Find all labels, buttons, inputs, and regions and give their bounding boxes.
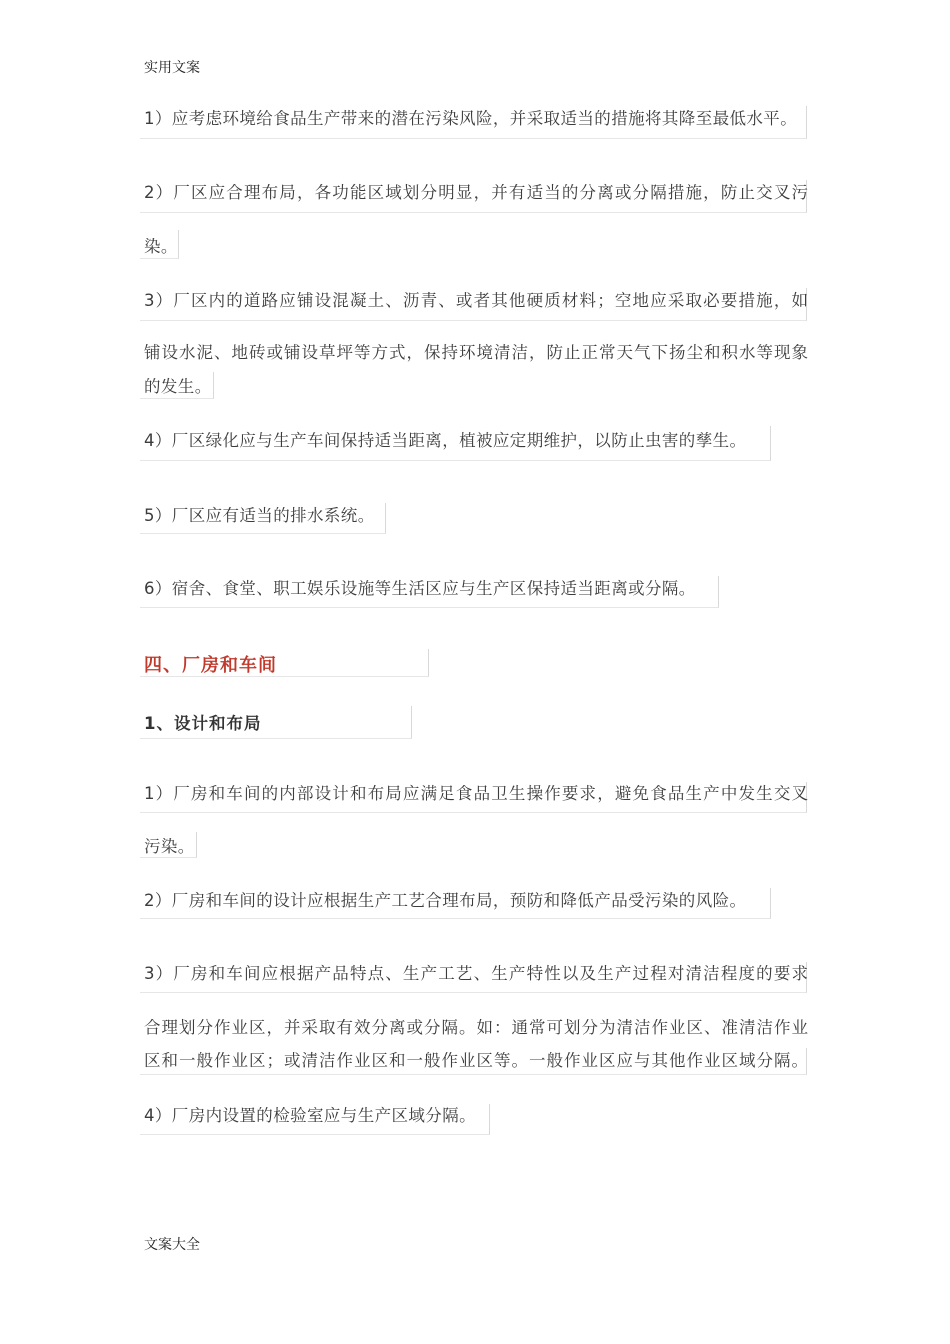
paragraph-line: 3）厂区内的道路应铺设混凝土、沥青、或者其他硬质材料；空地应采取必要措施，如 <box>144 291 808 310</box>
paragraph-line: 5）厂区应有适当的排水系统。 <box>144 506 375 525</box>
page-header: 实用文案 <box>144 60 200 76</box>
paragraph-line: 4）厂房内设置的检验室应与生产区域分隔。 <box>144 1106 476 1125</box>
paragraph-line: 的发生。 <box>144 377 212 396</box>
paragraph-line: 污染。 <box>144 837 195 856</box>
section-heading: 四、厂房和车间 <box>144 655 277 676</box>
paragraph-line: 铺设水泥、地砖或铺设草坪等方式，保持环境清洁，防止正常天气下扬尘和积水等现象 <box>144 343 808 362</box>
paragraph-line: 2）厂区应合理布局，各功能区域划分明显，并有适当的分离或分隔措施，防止交叉污 <box>144 183 808 202</box>
paragraph-line: 1）厂房和车间的内部设计和布局应满足食品卫生操作要求，避免食品生产中发生交叉 <box>144 784 808 803</box>
paragraph-line: 区和一般作业区；或清洁作业区和一般作业区等。一般作业区应与其他作业区域分隔。 <box>144 1051 808 1070</box>
paragraph-line: 合理划分作业区，并采取有效分离或分隔。如：通常可划分为清洁作业区、准清洁作业 <box>144 1018 808 1037</box>
paragraph-line: 1）应考虑环境给食品生产带来的潜在污染风险，并采取适当的措施将其降至最低水平。 <box>144 109 798 128</box>
page-footer: 文案大全 <box>144 1237 200 1253</box>
paragraph-line: 4）厂区绿化应与生产车间保持适当距离，植被应定期维护，以防止虫害的孳生。 <box>144 431 747 450</box>
paragraph-line: 6）宿舍、食堂、职工娱乐设施等生活区应与生产区保持适当距离或分隔。 <box>144 579 696 598</box>
paragraph-line: 2）厂房和车间的设计应根据生产工艺合理布局，预防和降低产品受污染的风险。 <box>144 891 747 910</box>
paragraph-line: 3）厂房和车间应根据产品特点、生产工艺、生产特性以及生产过程对清洁程度的要求 <box>144 964 808 983</box>
paragraph-line: 染。 <box>144 237 178 256</box>
subsection-heading: 1、设计和布局 <box>144 714 262 733</box>
